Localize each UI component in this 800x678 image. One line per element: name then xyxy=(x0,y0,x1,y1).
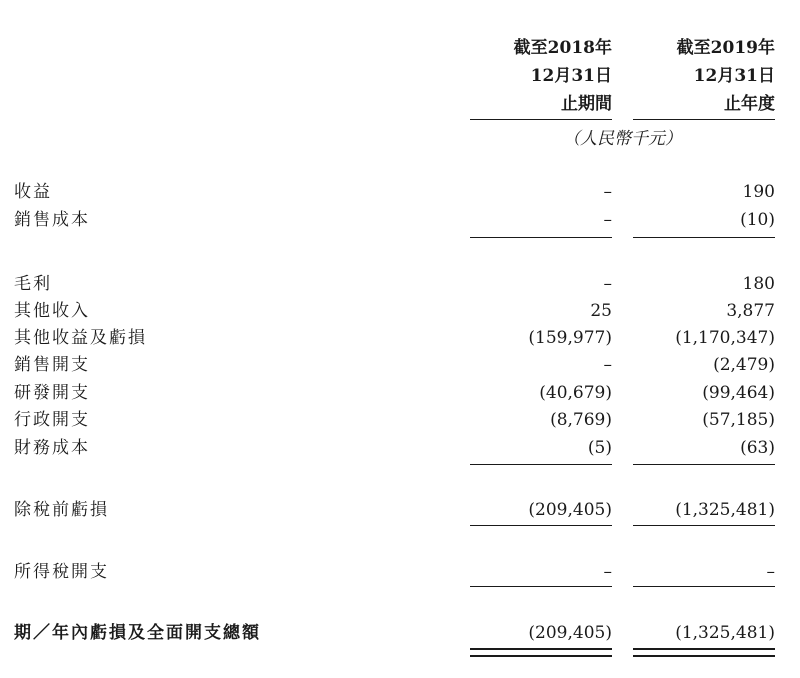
row-label: 所得稅開支 xyxy=(14,562,109,582)
column-header-2019 xyxy=(633,34,775,118)
row-label: 銷售成本 xyxy=(14,210,90,230)
table-row xyxy=(0,297,800,325)
value-2019: (63) xyxy=(740,438,775,458)
value-2018: – xyxy=(603,274,612,294)
value-2018: 25 xyxy=(590,301,612,321)
value-2018: – xyxy=(603,562,612,582)
table-row xyxy=(0,351,800,379)
row-label: 其他收入 xyxy=(14,301,90,321)
subtotal-rule xyxy=(633,464,775,465)
table-row xyxy=(0,206,800,234)
column-header-line: 止年度 xyxy=(724,94,775,114)
value-2018: (40,679) xyxy=(539,383,612,403)
value-2019: (2,479) xyxy=(713,355,775,375)
subtotal-rule xyxy=(633,237,775,238)
subtotal-rule xyxy=(633,525,775,526)
subtotal-rule xyxy=(470,237,612,238)
value-2018: (5) xyxy=(587,438,612,458)
value-2019: 3,877 xyxy=(726,301,775,321)
value-2018: (209,405) xyxy=(528,500,612,520)
value-2018: (209,405) xyxy=(528,623,612,643)
value-2019: (57,185) xyxy=(702,410,775,430)
value-2018: – xyxy=(603,210,612,230)
column-header-line: 止期間 xyxy=(561,94,612,114)
table-row xyxy=(0,434,800,462)
value-2019: (1,325,481) xyxy=(675,623,775,643)
row-label: 研發開支 xyxy=(14,383,90,403)
column-header-line: 截至2018年 xyxy=(513,38,612,58)
row-label: 除稅前虧損 xyxy=(14,500,109,520)
currency-unit: （人民幣千元） xyxy=(563,129,682,149)
value-2018: – xyxy=(603,182,612,202)
subtotal-rule xyxy=(470,525,612,526)
value-2018: (159,977) xyxy=(528,328,612,348)
value-2019: (99,464) xyxy=(702,383,775,403)
value-2019: (10) xyxy=(740,210,775,230)
row-label: 財務成本 xyxy=(14,438,90,458)
table-row xyxy=(0,178,800,206)
value-2019: 180 xyxy=(742,274,775,294)
row-label: 其他收益及虧損 xyxy=(14,328,147,348)
table-row xyxy=(0,496,800,524)
row-label: 銷售開支 xyxy=(14,355,90,375)
value-2019: (1,170,347) xyxy=(675,328,775,348)
value-2019: – xyxy=(766,562,775,582)
column-header-line: 截至2019年 xyxy=(676,38,775,58)
column-header-line: 12月31日 xyxy=(530,66,612,86)
header-underline xyxy=(470,119,612,120)
subtotal-rule xyxy=(633,586,775,587)
column-header-2018 xyxy=(470,34,612,118)
table-row xyxy=(0,558,800,586)
table-row-total xyxy=(0,619,800,647)
total-double-rule xyxy=(633,648,775,657)
table-row xyxy=(0,270,800,298)
subtotal-rule xyxy=(470,464,612,465)
total-double-rule xyxy=(470,648,612,657)
row-label: 行政開支 xyxy=(14,410,90,430)
row-label: 毛利 xyxy=(14,274,52,294)
table-row xyxy=(0,406,800,434)
row-label: 期／年內虧損及全面開支總額 xyxy=(14,623,261,643)
table-row xyxy=(0,379,800,407)
row-label: 收益 xyxy=(14,182,52,202)
column-header-line: 12月31日 xyxy=(693,66,775,86)
subtotal-rule xyxy=(470,586,612,587)
value-2018: (8,769) xyxy=(550,410,612,430)
table-row xyxy=(0,324,800,352)
value-2019: 190 xyxy=(742,182,775,202)
header-underline xyxy=(633,119,775,120)
value-2019: (1,325,481) xyxy=(675,500,775,520)
value-2018: – xyxy=(603,355,612,375)
